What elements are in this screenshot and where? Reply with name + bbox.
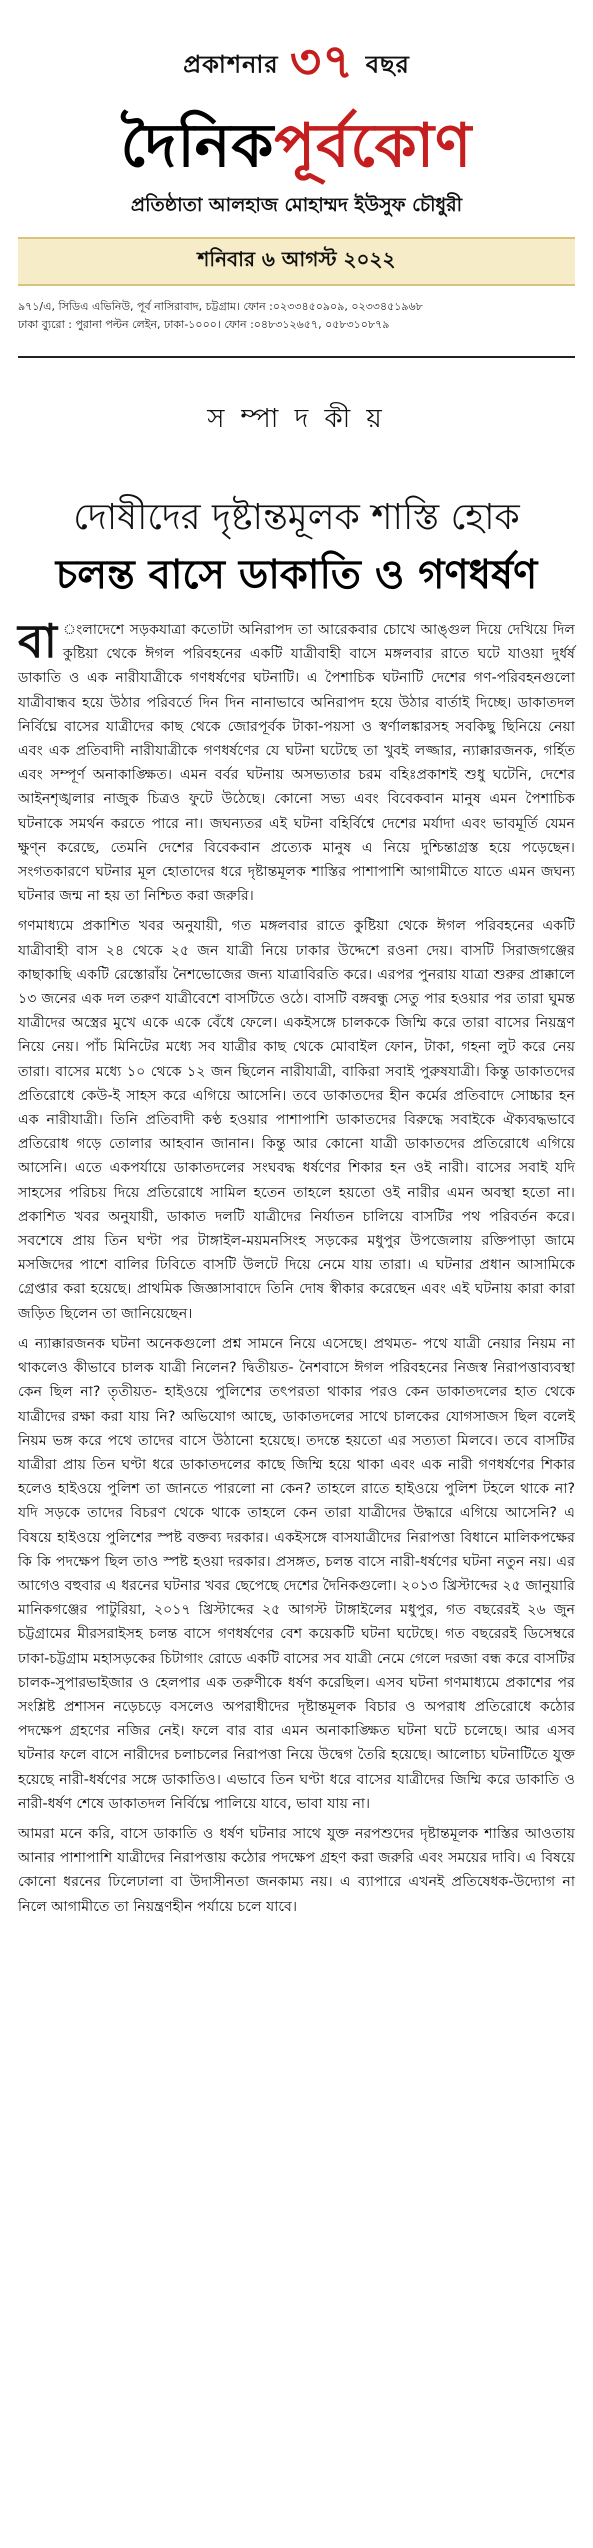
article-paragraph-4: আমরা মনে করি, বাসে ডাকাতি ও ধর্ষণ ঘটনার সাথে যুক্ত নরপশুদের দৃষ্টান্তমূলক শাস্তির আওতায় আনার পাশাপাশি যাত্রীদের নিরাপত্তায় কঠোর পদক্ষেপ গ্রহণ করা জরুরি এবং সময়ের দাবি। এ বিষয়ে কোনো ধরনের ঢিলেঢালা বা উদাসীনতা জনকাম্য নয়। এ ব্যাপারে এখনই প্রতিষেধক-উদ্যোগ না নিলে আগামীতে তা নিয়ন্ত্রণহীন পর্যায়ে চলে যাবে। bbox=[18, 1825, 575, 1915]
contact-bureau-line: ঢাকা ব্যুরো : পুরানা পল্টন লেইন, ঢাকা-১০০০। ফোন :০৪৮৩১২৬৫৭, ০৫৮৩১০৮৭৯ bbox=[18, 318, 390, 331]
logo-word-black: দৈনিক bbox=[120, 111, 275, 181]
headline-line-2: চলন্ত বাসে ডাকাতি ও গণধর্ষণ bbox=[55, 552, 538, 598]
section-title: স ম্পা দ কী য় bbox=[207, 404, 386, 434]
logo-word-red: পূর্বকোণ bbox=[274, 111, 473, 181]
headline-line-1: দোষীদের দৃষ্টান্তমূলক শাস্তি হোক bbox=[73, 497, 520, 538]
contact-info bbox=[18, 298, 575, 334]
editorial-article bbox=[18, 614, 575, 1919]
since-number: ৩৭ bbox=[289, 34, 355, 90]
founder-line: প্রতিষ্ঠাতা আলহাজ মোহাম্মদ ইউসুফ চৌধুরী bbox=[130, 194, 463, 216]
article-paragraph-3: এ ন্যাক্কারজনক ঘটনা অনেকগুলো প্রশ্ন সামনে নিয়ে এসেছে। প্রথমত- পথে যাত্রী নেয়ার নিয়ম না থাকলেও কীভাবে চালক যাত্রী নিলেন? দ্বিতীয়ত- নৈশবাসে ঈগল পরিবহনের নিজস্ব নিরাপত্তাব্যবস্থা কেন ছিল না? তৃতীয়ত- হাইওয়ে পুলিশের তৎপরতা থাকার পরও কেন ডাকাতদলের হাত থেকে যাত্রীদের রক্ষা করা যায় নি? অভিযোগ আছে, ডাকাতদলের সাথে চালকের যোগসাজস ছিল বলেই নিয়ম ভঙ্গ করে পথে তাদের বাসে উঠানো হয়েছে। তদন্তে হয়তো এর সত্যতা মিলবে। তবে বাসটির যাত্রীরা প্রায় তিন ঘণ্টা ধরে ডাকাতদলের কাছে জিম্মি হয়ে থাকা এবং এক নারী গণধর্ষণের শিকার হলেও হাইওয়ে পুলিশ তা জানতে পারলো না কেন? তাহলে রাতে হাইওয়ে পুলিশ টহলে থাকে না? যদি সড়কে তাদের বিচরণ থেকে থাকে তাহলে কেন তারা যাত্রীদের উদ্ধারে এগিয়ে আসেনি? এ বিষয়ে হাইওয়ে পুলিশের স্পষ্ট বক্তব্য দরকার। একইসঙ্গে বাসযাত্রীদের নিরাপত্তা বিধানে মালিকপক্ষের কি কি পদক্ষেপ ছিল তাও স্পষ্ট হওয়া দরকার। প্রসঙ্গত, চলন্ত বাসে নারী-ধর্ষণের ঘটনা নতুন নয়। এর আগেও বহুবার এ ধরনের ঘটনার খবর ছেপেছে দেশের দৈনিকগুলো। ২০১৩ খ্রিস্টাব্দের ২৫ জানুয়ারি মানিকগঞ্জের পাটুরিয়া, ২০১৭ খ্রিস্টাব্দের ২৫ আগস্ট টাঙ্গাইলের মধুপুর, গত বছরেরই ২৬ জুন চট্টগ্রামের মীরসরাইসহ চলন্ত বাসে গণধর্ষণের বেশ কয়েকটি ঘটনা ঘটেছে। গত বছরেরই ডিসেম্বরে ঢাকা-চট্টগ্রাম মহাসড়কের চিটাগাং রোডে একটি বাসের সব যাত্রী নেমে গেলে দরজা বন্ধ করে বাসটির চালক-সুপারভাইজার ও হেলপার এক তরুণীকে ধর্ষণ করেছিল। এসব ঘটনা গণমাধ্যমে প্রকাশের পর সংশ্লিষ্ট প্রশাসন নড়েচড়ে বসলেও অপরাধীদের দৃষ্টান্তমূলক বিচার ও অপরাধ প্রতিরোধে কঠোর পদক্ষেপ গ্রহণের নজির নেই। ফলে বার বার এমন অনাকাঙ্ক্ষিত ঘটনা ঘটে চলেছে। আর এসব ঘটনার ফলে বাসে নারীদের চলাচলের নিরাপত্তা নিয়ে উদ্বেগ তৈরি হয়েছে। আলোচ্য ঘটনাটিতে যুক্ত হয়েছে নারী-ধর্ষণের সঙ্গে ডাকাতিও। এভাবে তিন ঘণ্টা ধরে বাসের যাত্রীদের জিম্মি করে ডাকাতি ও নারী-ধর্ষণ শেষে ডাকাতদল নির্বিঘ্নে পালিয়ে যাবে, ভাবা যায় না। bbox=[18, 1335, 575, 1812]
drop-cap: বা bbox=[18, 614, 57, 668]
publication-years bbox=[0, 26, 593, 105]
paragraph-1-text: ংলাদেশে সড়কযাত্রা কতোটা অনিরাপদ তা আরেকবার চোখে আঙ্গুল দিয়ে দেখিয়ে দিল কুষ্টিয়া থেকে ঈগল পরিবহনের একটি যাত্রীবাহী বাসে মঙ্গলবার রাতে ঘটে যাওয়া দুর্ধর্ষ ডাকাতি ও এক নারীযাত্রীকে গণধর্ষণের ঘটনাটি। এ পৈশাচিক ঘটনাটি দেশের গণ-পরিবহনগুলো যাত্রীবান্ধব হয়ে উঠার পরিবর্তে দিন দিন নানাভাবে অনিরাপদ হয়ে উঠার বার্তাই দিচ্ছে। ডাকাতদল নির্বিঘ্নে বাসের যাত্রীদের কাছ থেকে জোরপূর্বক টাকা-পয়সা ও স্বর্ণালঙ্কারসহ সবকিছু ছিনিয়ে নেয়া এবং এক প্রতিবাদী নারীযাত্রীকে গণধর্ষণের যে ঘটনা ঘটেছে তা খুবই লজ্জার, ন্যাক্কারজনক, গর্হিত এবং সম্পূর্ণ অনাকাঙ্ক্ষিত। এমন বর্বর ঘটনায় অসভ্যতার চরম বহিঃপ্রকাশই শুধু ঘটেনি, দেশের আইনশৃঙ্খলার নাজুক চিত্রও ফুটে উঠেছে। কোনো সভ্য এবং বিবেকবান মানুষ এমন পৈশাচিক ঘটনাকে সমর্থন করতে পারে না। জঘন্যতর এই ঘটনা বহির্বিশ্বে দেশের মর্যাদা এবং ভাবমূর্তি যেমন ক্ষুণ্ন করেছে, তেমনি দেশের বিবেকবান প্রত্যেক মানুষ এ নিয়ে দুশ্চিন্তাগ্রস্ত হয়ে পড়েছেন। সংগতকারণে ঘটনার মূল হোতাদের ধরে দৃষ্টান্তমূলক শাস্তির পাশাপাশি আগামীতে যাতে এমন জঘন্য ঘটনার জন্ম না হয় তা নিশ্চিত করা জরুরি। bbox=[18, 622, 575, 905]
article-paragraph-2: গণমাধ্যমে প্রকাশিত খবর অনুযায়ী, গত মঙ্গলবার রাতে কুষ্টিয়া থেকে ঈগল পরিবহনের একটি যাত্রীবাহী বাস ২৪ থেকে ২৫ জন যাত্রী নিয়ে ঢাকার উদ্দেশে রওনা দেয়। বাসটি সিরাজগঞ্জের কাছাকাছি একটি রেস্তোরাঁয় নৈশভোজের জন্য যাত্রাবিরতি করে। এরপর পুনরায় যাত্রা শুরুর প্রাক্কালে ১৩ জনের এক দল তরুণ যাত্রীবেশে বাসটিতে ওঠে। বাসটি বঙ্গবন্ধু সেতু পার হওয়ার পর তারা ঘুমন্ত যাত্রীদের অস্ত্রের মুখে একে একে বেঁধে ফেলে। একইসঙ্গে চালককে জিম্মি করে তারা বাসের নিয়ন্ত্রণ নিয়ে নেয়। পাঁচ মিনিটের মধ্যে সব যাত্রীর কাছ থেকে মোবাইল ফোন, টাকা, গহনা লুট করে নেয় তারা। বাসের মধ্যে ১০ থেকে ১২ জন ছিলেন নারীযাত্রী, বাকিরা সবাই পুরুষযাত্রী। কিন্তু ডাকাতদের প্রতিরোধে কেউ-ই সাহস করে এগিয়ে আসেনি। তবে ডাকাতদের হীন কর্মের প্রতিবাদে সোচ্চার হন এক নারীযাত্রী। তিনি প্রতিবাদী কণ্ঠ হওয়ার পাশাপাশি ডাকাতদের বিরুদ্ধে সবাইকে ঐক্যবদ্ধভাবে প্রতিরোধ গড়ে তোলার আহবান জানান। কিন্তু আর কোনো যাত্রী ডাকাতদের প্রতিরোধে এগিয়ে আসেনি। এতে একপর্যায়ে ডাকাতদলের সংঘবদ্ধ ধর্ষণের শিকার হন ওই নারী। বাসের সবাই যদি সাহসের পরিচয় দিয়ে প্রতিরোধে সামিল হতেন তাহলে হয়তো ওই নারীর এমন অবস্থা হতো না। প্রকাশিত খবর অনুযায়ী, ডাকাত দলটি যাত্রীদের নির্যাতন চালিয়ে বাসটির পথ পরিবর্তন করে। সবশেষে প্রায় তিন ঘণ্টা পর টাঙ্গাইল-ময়মনসিংহ সড়কের মধুপুর উপজেলায় রক্তিপাড়া জামে মসজিদের পাশে বালির ঢিবিতে বাসটি উলটে দিয়ে নেমে যায় তারা। এ ঘটনার প্রধান আসামিকে গ্রেপ্তার করা হয়েছে। প্রাথমিক জিজ্ঞাসাবাদে তিনি দোষ স্বীকার করেছেন এবং এই ঘটনায় কারা কারা জড়িত ছিলেন তা জানিয়েছেন। bbox=[18, 918, 575, 1322]
masthead bbox=[0, 0, 593, 223]
since-prefix: প্রকাশনার bbox=[183, 50, 279, 79]
issue-date: শনিবার ৬ আগস্ট ২০২২ bbox=[18, 237, 575, 286]
since-suffix: বছর bbox=[365, 50, 410, 79]
divider bbox=[18, 356, 575, 358]
newspaper-logo bbox=[0, 111, 593, 181]
article-paragraph-1 bbox=[18, 614, 575, 908]
contact-address-line: ৯৭১/এ, সিডিএ এভিনিউ, পূর্ব নাসিরাবাদ, চট্টগ্রাম। ফোন :০২৩৩৪৫০৯০৯, ০২৩৩৪৫১৯৬৮ bbox=[18, 300, 423, 313]
